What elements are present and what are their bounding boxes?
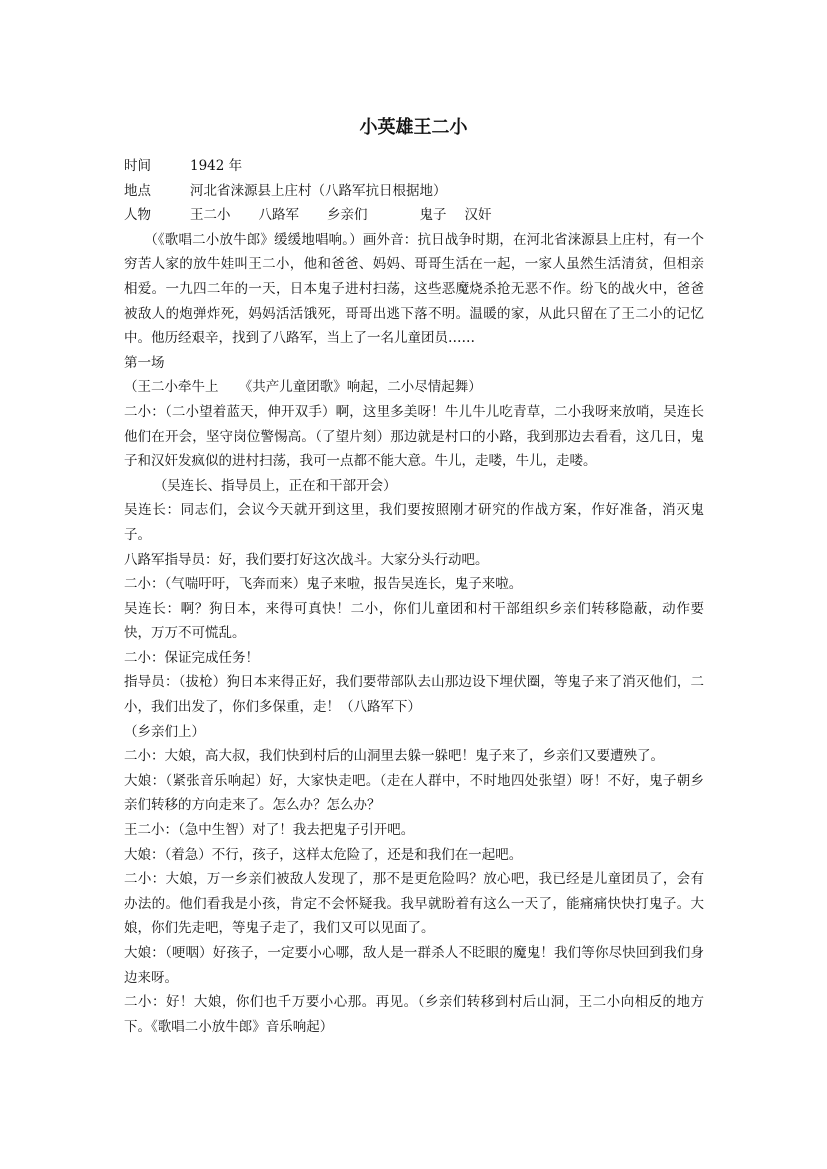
meta-time-row xyxy=(124,154,704,179)
meta-characters-row xyxy=(124,203,704,228)
dialogue-paragraph: 二小：好！大娘，你们也千万要小心那。再见。（乡亲们转移到村后山洞，王二小向相反的地方下。《歌唱二小放牛郎》音乐响起） xyxy=(124,994,704,1035)
scene-heading: 第一场 xyxy=(124,354,165,371)
character-item: 鬼子 xyxy=(419,207,447,224)
dialogue-paragraph: 大娘：（着急）不行，孩子，这样太危险了，还是和我们在一起吧。 xyxy=(124,846,523,863)
stage-direction: （吴连长、指导员上，正在和干部开会） xyxy=(153,477,397,494)
intro-paragraph: （《歌唱二小放牛郎》缓缓地唱响。）画外音：抗日战争时期，在河北省涞源县上庄村，有一个穷苦人家的放牛娃叫王二小，他和爸爸、妈妈、哥哥生活在一起，一家人虽然生活清贫，但相亲相爱。一九四二年的一天，日本鬼子进村扫荡，这些恶魔烧杀抢无恶不作。纷飞的战火中，爸爸被敌人的炮弹炸死，妈妈活活饿死，哥哥出逃下落不明。温暖的家，从此只留在了王二小的记忆中。他历经艰辛，找到了八路军，当上了一名儿童团员…… xyxy=(124,231,704,347)
place-label: 地点 xyxy=(124,182,151,199)
character-item: 八路军 xyxy=(258,207,299,224)
dialogue-paragraph: 大娘：（哽咽）好孩子，一定要小心哪，敌人是一群杀人不眨眼的魔鬼！我们等你尽快回到我们身边来呀。 xyxy=(124,945,704,986)
dialogue-paragraph: 二小：（二小望着蓝天，伸开双手）啊，这里多美呀！牛儿牛儿吃青草，二小我呀来放哨，吴连长他们在开会，坚守岗位警惕高。（了望片刻）那边就是村口的小路，我到那边去看看，这几日，鬼子和汉奸发疯似的进村扫荡，我可一点都不能大意。牛儿，走喽，牛儿，走喽。 xyxy=(124,403,704,470)
dialogue-paragraph: 吴连长：同志们，会议今天就开到这里，我们要按照刚才研究的作战方案，作好准备，消灭鬼子。 xyxy=(124,502,704,543)
stage-direction: （王二小牵牛上 《共产儿童团歌》响起，二小尽情起舞） xyxy=(124,379,482,396)
place-value: 河北省涞源县上庄村（八路军抗日根据地） xyxy=(190,182,447,199)
character-item: 乡亲们 xyxy=(327,207,368,224)
dialogue-paragraph: 二小：大娘，万一乡亲们被敌人发现了，那不是更危险吗？放心吧，我已经是儿童团员了，会有办法的。他们看我是小孩，肯定不会怀疑我。我早就盼着有这么一天了，能痛痛快快打鬼子。大娘，你们先走吧，等鬼子走了，我们又可以见面了。 xyxy=(124,871,704,937)
meta-place-row xyxy=(124,179,704,204)
time-value: 1942 年 xyxy=(190,158,243,174)
character-item: 汉奸 xyxy=(464,207,492,224)
dialogue-paragraph: 吴连长：啊？狗日本，来得可真快！二小，你们儿童团和村干部组织乡亲们转移隐蔽，动作要快，万万不可慌乱。 xyxy=(124,600,704,642)
dialogue-paragraph: 二小：大娘，高大叔，我们快到村后的山洞里去躲一躲吧！鬼子来了，乡亲们又要遭殃了。 xyxy=(124,748,664,765)
dialogue-paragraph: 大娘：（紧张音乐响起）好，大家快走吧。（走在人群中，不时地四处张望）呀！不好，鬼子朝乡亲们转移的方向走来了。怎么办？怎么办？ xyxy=(124,772,704,814)
meta-block xyxy=(124,154,704,228)
page-title: 小英雄王二小 xyxy=(359,117,468,138)
document-body xyxy=(124,154,704,1039)
dialogue-paragraph: 二小：保证完成任务！ xyxy=(124,649,259,666)
dialogue-paragraph: 二小：（气喘吁吁，飞奔而来）鬼子来啦，报告吴连长，鬼子来啦。 xyxy=(124,576,523,593)
dialogue-paragraph: 指导员：（拔枪）狗日本来得正好，我们要带部队去山那边设下埋伏圈，等鬼子来了消灭他们，二小，我们出发了，你们多保重，走！（八路军下） xyxy=(124,674,704,716)
dialogue-paragraph: 八路军指导员：好，我们要打好这次战斗。大家分头行动吧。 xyxy=(124,551,489,568)
dialogue-paragraph: 王二小：（急中生智）对了！我去把鬼子引开吧。 xyxy=(124,822,415,839)
character-item: 王二小 xyxy=(190,207,231,224)
time-label: 时间 xyxy=(124,158,151,174)
characters-label: 人物 xyxy=(124,207,151,224)
stage-direction: （乡亲们上） xyxy=(124,723,205,740)
